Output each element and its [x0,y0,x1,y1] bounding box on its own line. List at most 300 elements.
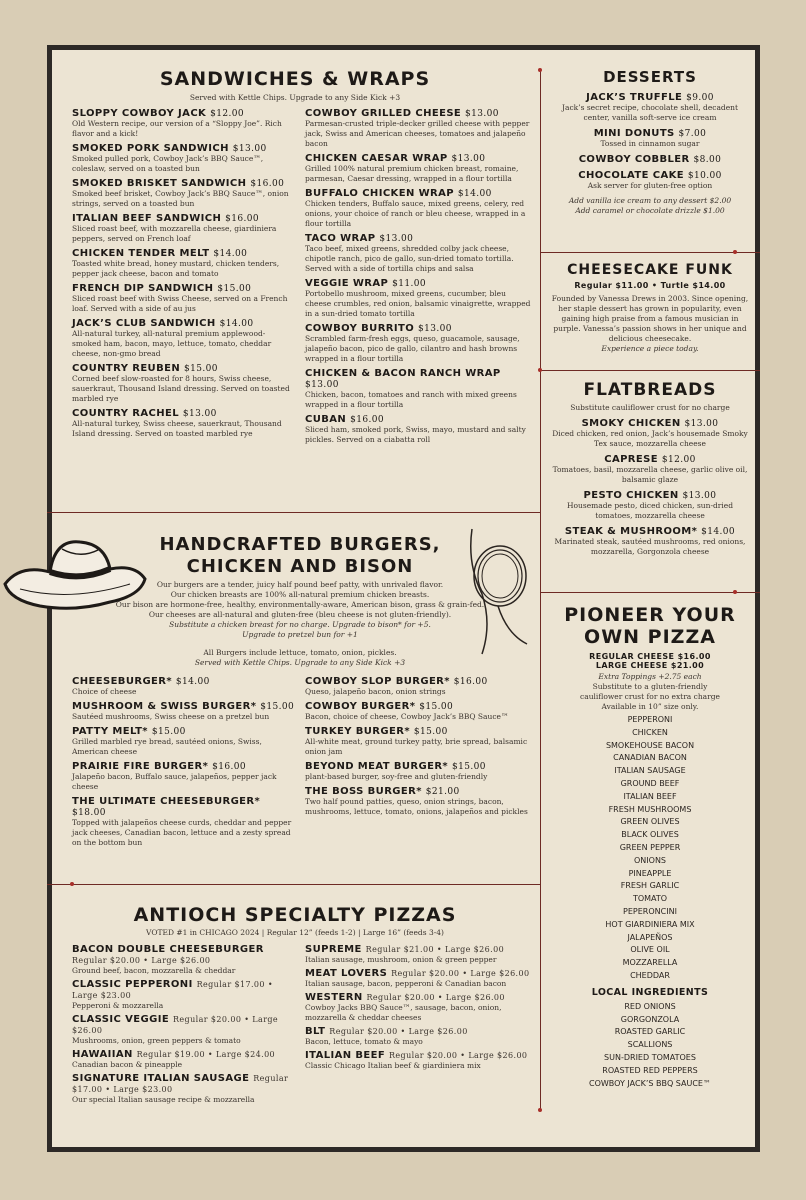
item-name [72,1073,300,1095]
menu-item [305,278,533,319]
local-ingredient-item: ROASTED RED PEPPERS [602,1065,698,1075]
item-price: $14.00 [175,677,210,687]
item-desc: Chicken, bacon, tomatoes and ranch with mixed greens wrapped in a flour tortilla [305,390,517,409]
pizza-item [72,1014,300,1046]
topping-item: CHEDDAR [630,970,670,980]
item-prices: Regular $20.00 • Large $26.00 [366,993,505,1002]
item-desc: Bacon, choice of cheese, Cowboy Jack’s BBQ Sauce™ [305,712,509,721]
item-desc: Pepperoni & mozzarella [72,1001,164,1010]
burgers-note: Served with Kettle Chips. Upgrade to any Side Kick +3 [194,658,406,667]
burgers-intro-line: Our cheeses are all-natural and gluten-free (bleu cheese is not gluten-friendly). [148,610,452,619]
item-name [305,188,533,199]
item-price: $15.00 [260,702,295,712]
item-price: $11.00 [392,279,427,289]
cheesecake-prices: Regular $11.00 • Turtle $14.00 [574,281,726,290]
item-desc: Classic Chicago Italian beef & giardiniera mix [305,1061,481,1070]
topping-item: CANADIAN BACON [613,753,687,763]
item-price: $15.00 [151,727,186,737]
item-desc: Grilled 100% natural premium chicken breast, romaine, parmesan, Caesar dressing, wrapped in a flour tortilla [305,164,519,183]
item-price: $13.00 [305,380,339,390]
burgers-intro [100,580,500,668]
menu-item [72,213,294,244]
burgers-intro-line: Our chicken breasts are 100% all-natural premium chicken breasts. [170,590,430,599]
item-price: $13.00 [682,491,717,501]
item-name [72,944,300,966]
desserts-note: Add caramel or chocolate drizzle $1.00 [575,206,725,215]
item-title: COWBOY GRILLED CHEESE [305,108,462,119]
item-desc: Canadian bacon & pineapple [72,1060,183,1069]
local-ingredient-item: RED ONIONS [624,1001,676,1011]
item-price: $13.00 [465,109,499,119]
menu-item [305,726,533,757]
pizza-regular-price: REGULAR CHEESE $16.00 [589,652,711,661]
item-desc: Old Western recipe, our version of a “Sloppy Joe”. Rich flavor and a kick! [72,119,282,138]
menu-item [548,92,752,123]
pizza-item [72,944,300,976]
item-desc: All-natural turkey, all-natural premium applewood-smoked ham, bacon, mayo, lettuce, tomato, cheddar cheese, non-gmo bread [72,329,272,358]
item-title: CHOCOLATE CAKE [578,170,684,181]
item-price: $12.00 [661,455,696,465]
item-title: SLOPPY COWBOY JACK [72,108,207,119]
menu-item [305,323,533,364]
burgers-intro-line: Upgrade to pretzel bun for +1 [242,630,358,639]
menu-item [72,408,294,439]
sandwiches-header [60,68,530,103]
menu-item [72,761,297,792]
menu-item [72,178,294,209]
antioch-header [60,904,530,938]
menu-item [72,108,294,139]
item-name [305,701,533,712]
item-price: $15.00 [451,762,486,772]
cheesecake-title: CHEESECAKE FUNK [567,262,733,278]
cheesecake-section [548,262,752,354]
pizza-item [72,1073,300,1105]
sandwiches-right-column [305,108,533,449]
item-title: SIGNATURE ITALIAN SAUSAGE [72,1073,250,1084]
item-title: ITALIAN BEEF [305,1050,386,1061]
topping-item: HOT GIARDINIERA MIX [605,919,695,929]
section-divider [540,252,760,253]
menu-item [72,676,297,697]
menu-item [548,154,752,165]
menu-item [548,170,752,191]
divider-dot [733,250,737,254]
menu-item [548,490,752,521]
topping-item: FRESH GARLIC [620,881,680,891]
menu-item [305,108,533,149]
pizza-section [548,604,752,1090]
item-name [305,414,533,425]
topping-item: GREEN OLIVES [620,817,680,827]
item-name [72,408,294,419]
topping-item: OLIVE OIL [630,945,670,955]
item-price: $15.00 [217,284,252,294]
item-name [305,761,533,772]
item-prices: Regular $20.00 • Large $26.00 [72,1015,279,1035]
pizza-item [72,979,300,1011]
item-name [72,676,297,687]
item-title: COWBOY SLOP BURGER* [305,676,450,687]
toppings-list [548,714,752,983]
burgers-intro-line: Our bison are hormone-free, healthy, environmentally-aware, American bison, grass & grain-fed. [115,600,485,609]
section-divider [540,370,760,371]
item-desc: Topped with jalapeños cheese curds, cheddar and pepper jack cheeses, Canadian bacon, lettuce and a zesty spread on the bottom bun [72,818,292,847]
item-title: MINI DONUTS [593,128,675,139]
item-desc: Smoked beef brisket, Cowboy Jack’s BBQ Sauce™, onion strings, served on a toasted bun [72,189,289,208]
item-desc: All-white meat, ground turkey patty, brie spread, balsamic onion jam [305,737,528,756]
item-desc: Smoked pulled pork, Cowboy Jack’s BBQ Sauce™, coleslaw, served on a toasted bun [72,154,264,173]
item-title: COWBOY BURRITO [305,323,415,334]
item-title: CHICKEN & BACON RANCH WRAP [305,368,501,379]
item-desc: Sliced roast beef with Swiss Cheese, served on a French loaf. Served with a side of au jus [72,294,288,313]
item-name [72,761,297,772]
pizza-gf: Available in 10” size only. [601,702,699,711]
item-name [548,490,752,501]
item-name [72,143,294,154]
item-name [548,154,752,165]
item-title: COUNTRY RACHEL [72,408,179,419]
item-title: CAPRESE [604,454,658,465]
item-price: $15.00 [184,364,218,374]
pizza-item [305,992,533,1023]
item-price: $14.00 [213,249,248,259]
item-title: BUFFALO CHICKEN WRAP [305,188,454,199]
local-ingredient-item: COWBOY JACK’S BBQ SAUCE™ [589,1078,711,1088]
item-desc: Choice of cheese [72,687,137,696]
topping-item: ITALIAN BEEF [623,791,677,801]
item-title: PESTO CHICKEN [583,490,679,501]
item-name [548,418,752,429]
item-desc: Jack’s secret recipe, chocolate shell, decadent center, vanilla soft-serve ice cream [561,103,739,122]
item-title: JACK’S CLUB SANDWICH [72,318,216,329]
item-title: CUBAN [305,414,347,425]
pizza-title-line2: OWN PIZZA [584,626,716,648]
item-name [548,454,752,465]
section-divider [47,512,540,513]
item-price: $16.00 [225,214,260,224]
divider-dot [538,368,542,372]
item-price: $13.00 [418,324,452,334]
item-title: SUPREME [305,944,362,955]
topping-item: BLACK OLIVES [621,830,679,840]
item-price: $18.00 [72,808,106,818]
topping-item: PEPERONCINI [623,906,677,916]
menu-item [72,143,294,174]
item-desc: Toasted white bread, honey mustard, chicken tenders, pepper jack cheese, bacon and tomato [72,259,280,278]
item-desc: Cowboy Jacks BBQ Sauce™, sausage, bacon, onion, mozzarella & cheddar cheeses [305,1003,502,1022]
item-desc: Tomatoes, basil, mozzarella cheese, garlic olive oil, balsamic glaze [552,465,748,484]
burgers-note: All Burgers include lettuce, tomato, onion, pickles. [203,648,397,657]
item-name [72,726,297,737]
item-price: $16.00 [212,762,246,772]
item-title: CHICKEN CAESAR WRAP [305,153,448,164]
menu-item [72,796,297,848]
item-title: MUSHROOM & SWISS BURGER* [72,701,257,712]
item-name [305,1050,533,1061]
item-name [72,1014,300,1036]
menu-item [72,726,297,757]
divider-dot [538,68,542,72]
pizza-extra: Extra Toppings +2.75 each [598,672,702,681]
item-title: CHICKEN TENDER MELT [72,248,210,259]
burgers-right-column [305,676,533,821]
item-title: WESTERN [305,992,363,1003]
pizza-item [305,1050,533,1071]
item-desc: Marinated steak, sautéed mushrooms, red onions, mozzarella, Gorgonzola cheese [554,537,746,556]
menu-item [305,153,533,184]
item-title: BACON DOUBLE CHEESEBURGER [72,944,264,955]
item-title: THE BOSS BURGER* [305,786,422,797]
item-prices: Regular $20.00 • Large $26.00 [391,969,530,978]
burgers-intro-line: Our burgers are a tender, juicy half pound beef patty, with unrivaled flavor. [156,580,444,589]
item-price: $13.00 [684,419,719,429]
item-title: ITALIAN BEEF SANDWICH [72,213,222,224]
local-ingredient-item: SUN-DRIED TOMATOES [604,1052,696,1062]
item-name [72,248,294,259]
item-price: $8.00 [693,155,722,165]
item-prices: Regular $20.00 • Large $26.00 [72,956,211,965]
item-desc: Chicken tenders, Buffalo sauce, mixed greens, celery, red onions, your choice of ranch or bleu cheese, wrapped in a flour tortilla [305,199,526,228]
item-name [305,323,533,334]
item-desc: Housemade pesto, diced chicken, sun-dried tomatoes, mozzarella cheese [566,501,734,520]
divider-dot [538,1108,542,1112]
topping-item: PINEAPPLE [628,868,672,878]
item-desc: Parmesan-crusted triple-decker grilled cheese with pepper jack, Swiss and American cheeses, tomatoes and jalapeño bacon [305,119,530,148]
topping-item: ONIONS [634,855,666,865]
flatbreads-section [548,380,752,562]
item-price: $16.00 [250,179,285,189]
item-name [305,944,533,955]
item-title: BEYOND MEAT BURGER* [305,761,449,772]
item-title: PRAIRIE FIRE BURGER* [72,761,209,772]
pizza-item [305,968,533,989]
column-divider [540,70,541,1110]
menu-item [72,363,294,404]
desserts-section [548,68,752,216]
item-name [548,170,752,181]
item-desc: Mushrooms, onion, green peppers & tomato [72,1036,241,1045]
flatbreads-subtitle: Substitute cauliflower crust for no charge [570,403,730,412]
topping-item: GROUND BEEF [620,778,680,788]
item-price: $15.00 [413,727,448,737]
item-title: COWBOY COBBLER [578,154,690,165]
item-price: $15.00 [419,702,454,712]
item-title: FRENCH DIP SANDWICH [72,283,214,294]
menu-item [72,318,294,359]
antioch-title: ANTIOCH SPECIALTY PIZZAS [133,904,457,926]
item-title: VEGGIE WRAP [305,278,389,289]
item-title: HAWAIIAN [72,1049,133,1060]
item-desc: Italian sausage, mushroom, onion & green pepper [305,955,497,964]
item-name [72,363,294,374]
item-title: CLASSIC PEPPERONI [72,979,193,990]
item-price: $16.00 [350,415,384,425]
menu-item [305,188,533,229]
pizza-gf: Substitute to a gluten-friendly [592,682,708,691]
item-prices: Regular $17.00 • Large $23.00 [72,980,273,1000]
item-price: $12.00 [210,109,245,119]
item-name [72,796,297,818]
item-name [305,992,533,1003]
item-title: CLASSIC VEGGIE [72,1014,170,1025]
menu-item [305,368,533,410]
desserts-title: DESSERTS [603,68,697,86]
desserts-note: Add vanilla ice cream to any dessert $2.00 [568,196,732,205]
cheesecake-desc: Founded by Vanessa Drews in 2003. Since opening, her staple dessert has grown in popularity, even gaining high praise from a famous musician in purple. Vanessa’s passion shows in her unique and delicious cheesecake. [551,294,749,343]
pizza-title-line1: PIONEER YOUR [564,604,736,626]
item-name [72,1049,300,1060]
item-name [72,979,300,1001]
item-name [305,233,533,244]
item-name [305,726,533,737]
item-desc: Sliced ham, smoked pork, Swiss, mayo, mustard and salty pickles. Served on a ciabatta roll [305,425,526,444]
item-title: PATTY MELT* [72,726,148,737]
item-title: BLT [305,1026,326,1037]
pizza-item [72,1049,300,1070]
item-name [305,368,533,390]
item-desc: Taco beef, mixed greens, shredded colby jack cheese, chipotle ranch, pico de gallo, sun-dried tomato tortilla. Served with a side of tortilla chips and salsa [305,244,514,273]
section-divider [540,592,760,593]
item-desc: Ask server for gluten-free option [587,181,713,190]
item-title: SMOKED PORK SANDWICH [72,143,229,154]
menu-item [305,786,533,817]
burgers-left-column [72,676,297,852]
item-name [72,283,294,294]
divider-dot [733,590,737,594]
topping-item: SMOKEHOUSE BACON [605,740,695,750]
menu-item [548,526,752,557]
topping-item: TOMATO [632,894,668,904]
item-title: COWBOY BURGER* [305,701,416,712]
burgers-title-line1: HANDCRAFTED BURGERS, [159,534,441,555]
item-price: $14.00 [457,189,492,199]
item-name [305,108,533,119]
topping-item: JALAPEÑOS [627,932,673,942]
item-desc: Tossed in cinnamon sugar [600,139,700,148]
item-title: TURKEY BURGER* [305,726,410,737]
antioch-left-column [72,944,300,1108]
item-title: TACO WRAP [305,233,376,244]
item-name [305,153,533,164]
item-desc: Diced chicken, red onion, Jack’s housemade Smoky Tex sauce, mozzarella cheese [552,429,748,448]
item-name [72,178,294,189]
item-desc: Scrambled farm-fresh eggs, queso, guacamole, sausage, jalapeño bacon, pico de gallo, cilantro and hash browns wrapped in a flour tortilla [305,334,520,363]
item-price: $14.00 [219,319,254,329]
local-ingredients-list [548,1001,752,1091]
item-title: STEAK & MUSHROOM* [564,526,698,537]
pizza-gf: cauliflower crust for no extra charge [580,692,720,701]
item-name [305,786,533,797]
item-name [548,526,752,537]
item-desc: Ground beef, bacon, mozzarella & cheddar [72,966,236,975]
pizza-item [305,944,533,965]
item-price: $16.00 [453,677,488,687]
item-title: COUNTRY REUBEN [72,363,181,374]
item-name [548,92,752,103]
local-ingredient-item: SCALLIONS [627,1040,673,1050]
item-title: SMOKED BRISKET SANDWICH [72,178,247,189]
sandwiches-subtitle: Served with Kettle Chips. Upgrade to any Side Kick +3 [189,93,401,102]
item-desc: Bacon, lettuce, tomato & mayo [305,1037,423,1046]
item-name [548,128,752,139]
flatbreads-title: FLATBREADS [583,380,717,400]
item-title: SMOKY CHICKEN [581,418,681,429]
item-price: $13.00 [379,234,414,244]
item-desc: Our special Italian sausage recipe & mozzarella [72,1095,255,1104]
topping-item: MOZZARELLA [622,958,678,968]
item-desc: Grilled marbled rye bread, sautéed onions, Swiss, American cheese [72,737,262,756]
item-price: $13.00 [451,154,486,164]
flatbreads-items [548,418,752,557]
item-title: MEAT LOVERS [305,968,388,979]
item-price: $13.00 [182,409,217,419]
menu-item [548,418,752,449]
item-desc: Italian sausage, bacon, pepperoni & Canadian bacon [305,979,507,988]
pizza-item [305,1026,533,1047]
item-desc: Corned beef slow-roasted for 8 hours, Swiss cheese, sauerkraut, Thousand Island dressing. Served on toasted marbled rye [72,374,290,403]
item-prices: Regular $21.00 • Large $26.00 [365,945,505,954]
topping-item: ITALIAN SAUSAGE [614,766,686,776]
item-desc: plant-based burger, soy-free and gluten-friendly [305,772,488,781]
topping-item: PEPPERONI [627,715,673,724]
antioch-right-column [305,944,533,1074]
item-prices: Regular $20.00 • Large $26.00 [329,1027,468,1036]
antioch-subtitle: VOTED #1 in CHICAGO 2024 | Regular 12” (feeds 1-2) | Large 16” (feeds 3-4) [146,928,444,937]
section-divider [47,884,540,885]
sandwiches-title: SANDWICHES & WRAPS [159,68,431,90]
cheesecake-tagline: Experience a piece today. [601,344,699,353]
item-name [305,278,533,289]
burgers-title-line2: CHICKEN AND BISON [186,556,414,577]
item-price: $13.00 [232,144,267,154]
item-prices: Regular $20.00 • Large $26.00 [389,1051,528,1060]
topping-item: FRESH MUSHROOMS [608,804,692,814]
burgers-intro-line: Substitute a chicken breast for no charge. Upgrade to bison* for +5. [169,620,431,629]
item-desc: Sliced roast beef, with mozzarella cheese, giardiniera peppers, served on French loaf [72,224,277,243]
item-desc: Sautéed mushrooms, Swiss cheese on a pretzel bun [72,712,270,721]
item-name [72,213,294,224]
menu-item [305,701,533,722]
item-name [305,968,533,979]
local-ingredient-item: GORGONZOLA [620,1014,680,1024]
local-ingredient-item: ROASTED GARLIC [614,1027,686,1037]
topping-item: CHICKEN [632,727,668,737]
item-prices: Regular $19.00 • Large $24.00 [136,1050,276,1059]
menu-item [72,248,294,279]
menu-item [72,283,294,314]
item-name [305,1026,533,1037]
desserts-items [548,92,752,191]
item-price: $10.00 [687,171,722,181]
menu-item [548,454,752,485]
menu-item [72,701,297,722]
divider-dot [70,882,74,886]
item-title: JACK’S TRUFFLE [586,92,683,103]
burgers-header [130,534,470,578]
item-price: $14.00 [701,527,736,537]
item-desc: Two half pound patties, queso, onion strings, bacon, mushrooms, lettuce, tomato, onions, jalapeños and pickles [305,797,528,816]
sandwiches-left-column [72,108,294,443]
item-name [305,676,533,687]
item-desc: Jalapeño bacon, Buffalo sauce, jalapeños, pepper jack cheese [72,772,277,791]
item-title: CHEESEBURGER* [72,676,173,687]
item-title: THE ULTIMATE CHEESEBURGER* [72,796,261,807]
menu-item [305,676,533,697]
item-name [72,108,294,119]
menu-item [548,128,752,149]
topping-item: GREEN PEPPER [619,842,681,852]
